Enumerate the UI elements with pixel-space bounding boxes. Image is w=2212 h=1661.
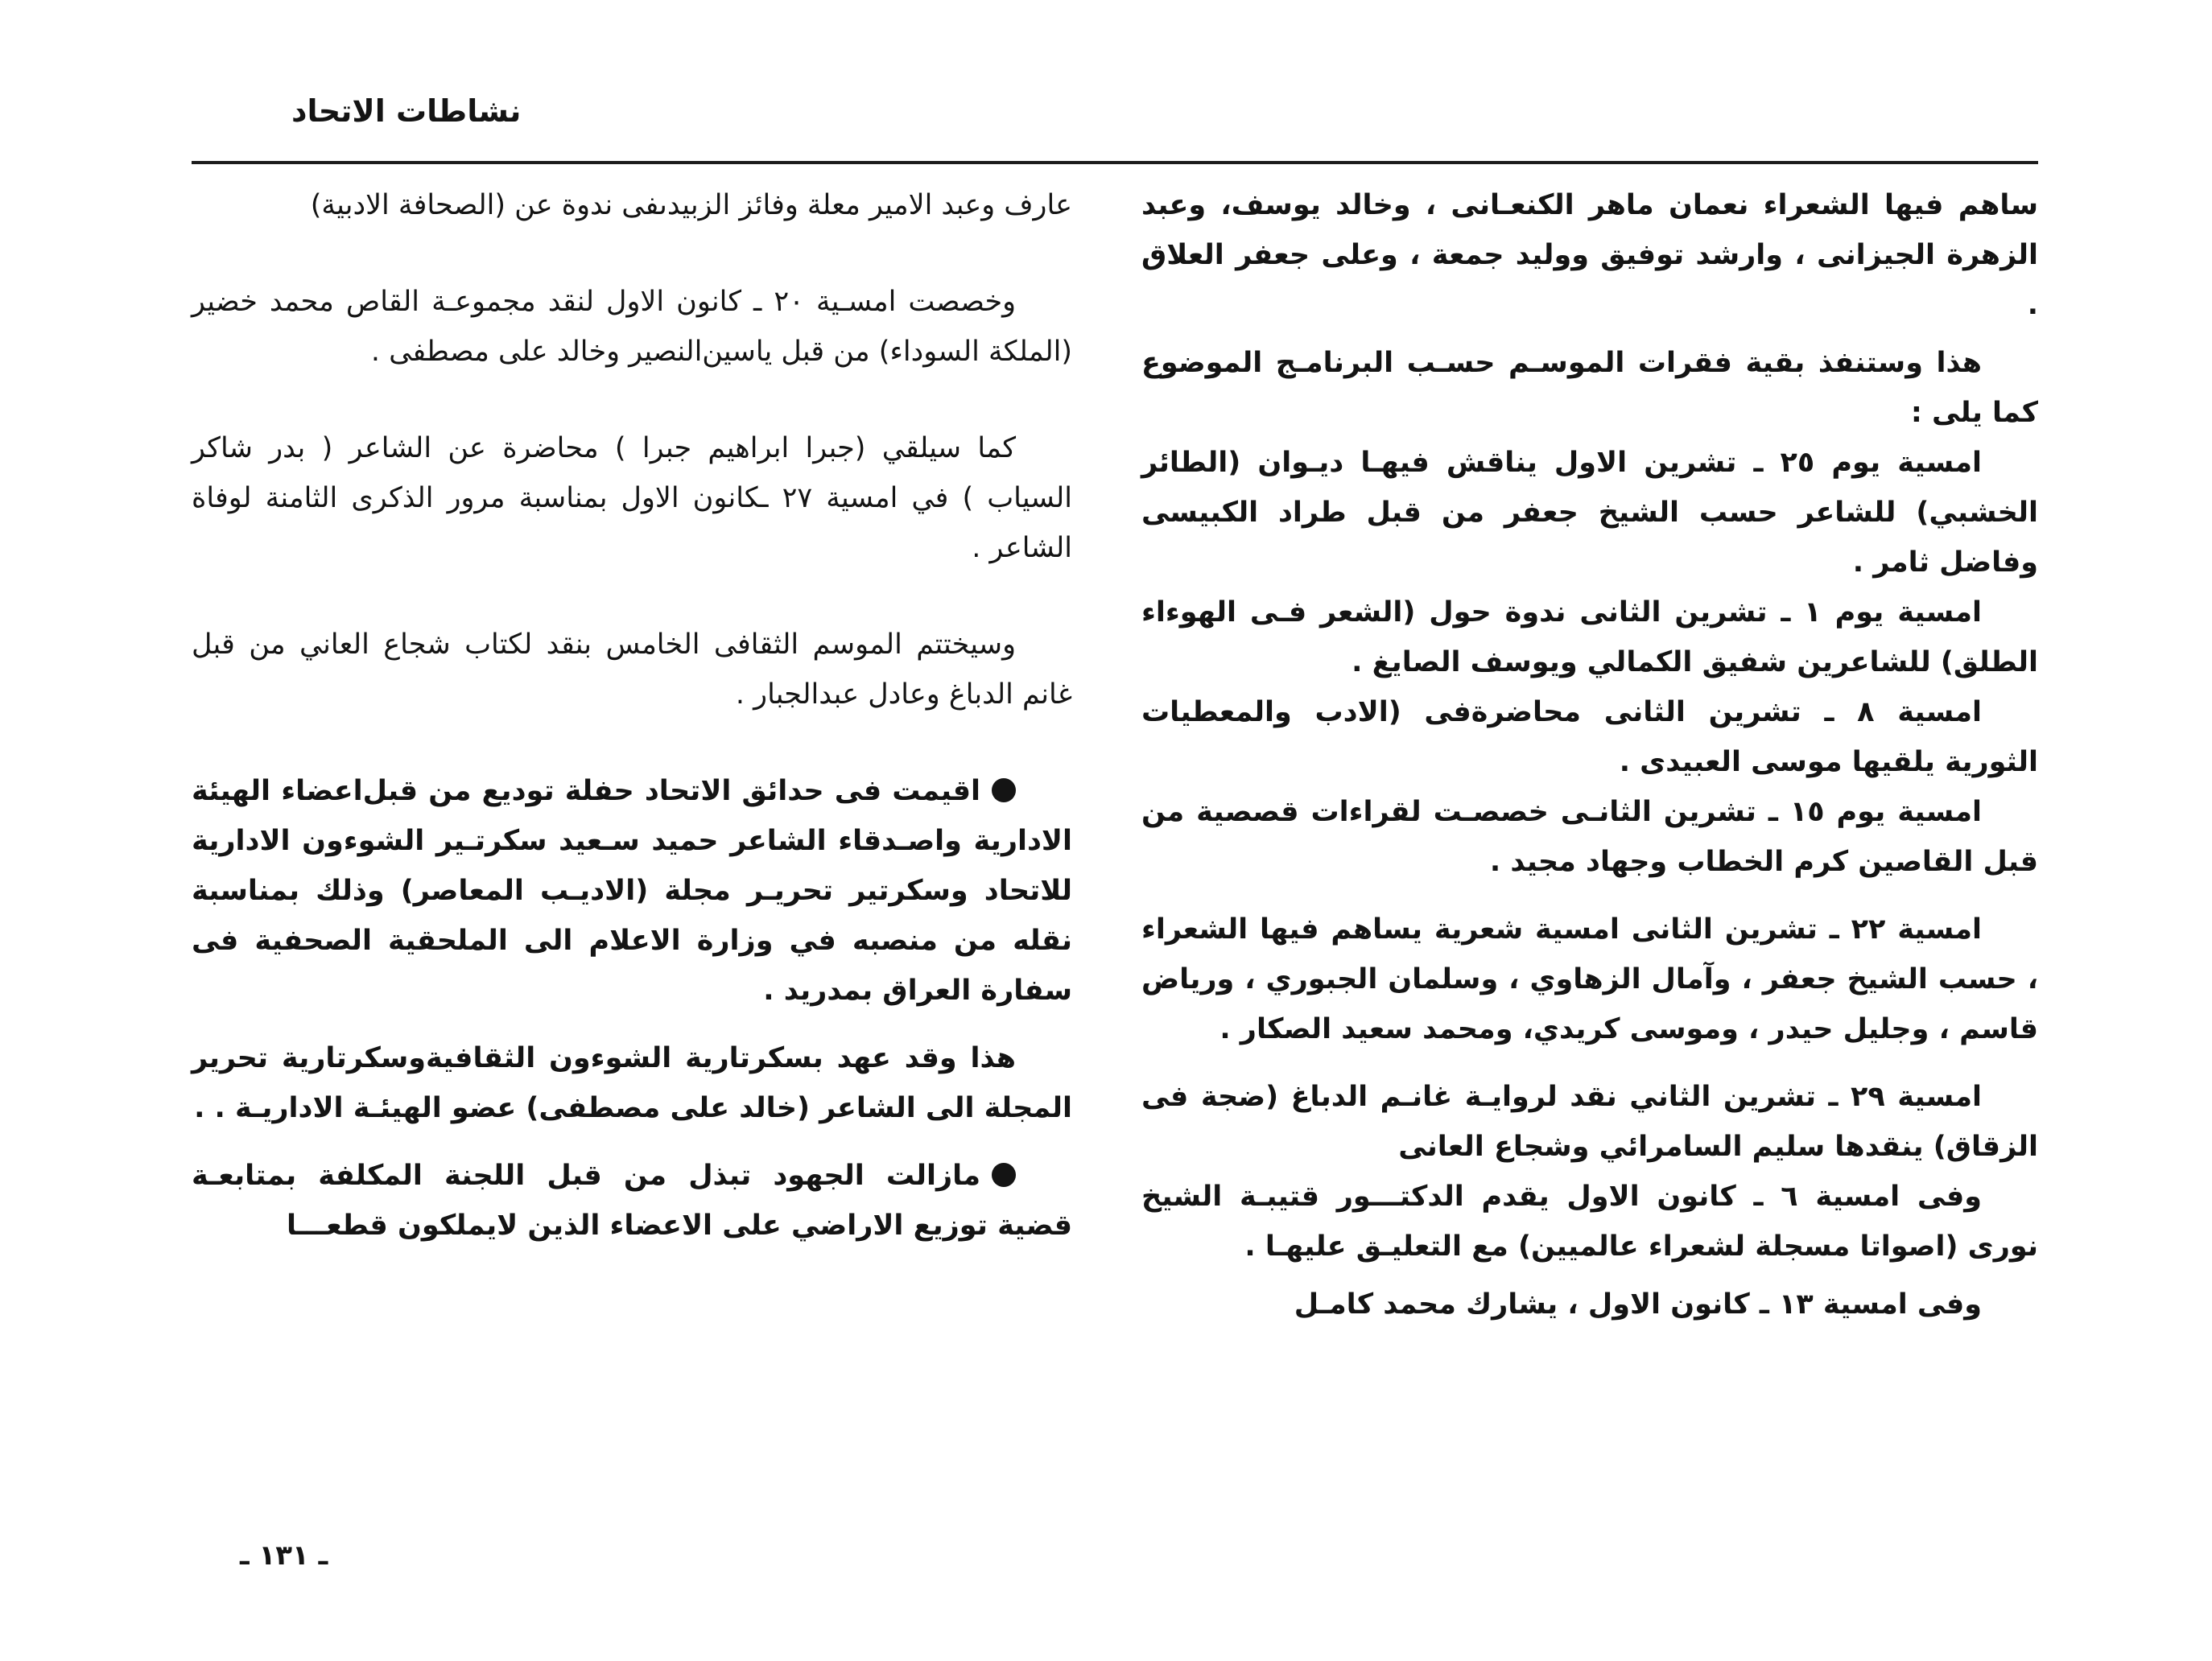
header-divider xyxy=(192,161,2038,164)
paragraph-literary-press-symposium: عارف وعبد الامير معلة وفائز الزبيدىفى ندوة عن (الصحافة الادبية) xyxy=(310,189,1072,221)
right-text-column xyxy=(1141,180,2038,1329)
paragraph-secretariat-assignment: هذا وقد عهد بسكرتارية الشوءون الثقافيةوسكرتارية تحرير المجلة الى الشاعر (خالد على مصطفى) عضو الهيئـة الاداريـة . . xyxy=(192,1042,1072,1124)
paragraph-land-distribution xyxy=(192,1151,1072,1251)
paragraph-jabra-lecture: كما سيلقي (جبرا ابراهيم جبرا ) محاضرة عن الشاعر ( بدر شاكر السياب ) في امسية ٢٧ ـكانون الاول بمناسبة مرور الذكرى الثامنة لوفاة الشاعر . xyxy=(192,432,1072,564)
paragraph-poets-participation: ساهم فيها الشعراء نعمان ماهر الكنعـانى ، وخالد يوسف، وعبد الزهرة الجيزانى ، وارشد توفيق ووليد جمعة ، وعلى جعفر العلاق . xyxy=(1141,189,2038,321)
paragraph-evening-nov-8: امسية ٨ ـ تشرين الثانى محاضرةفى (الادب والمعطيات الثورية يلقيها موسى العبيدى . xyxy=(1141,696,2038,778)
paragraph-season-program-intro: هذا وستنفذ بقية فقرات الموسـم حسـب البرنامـج الموضوع كما يلى : xyxy=(1141,347,2038,429)
paragraph-evening-nov-29: امسية ٢٩ ـ تشرين الثاني نقد لروايـة غانـم الدباغ (ضجة فى الزقاق) ينقدها سليم السامرائي وشجاع العانى xyxy=(1141,1081,2038,1163)
paragraph-evening-dec-20: وخصصت امسـية ٢٠ ـ كانون الاول لنقد مجموعـة القاص محمد خضير (الملكة السوداء) من قبل ياسين‌النصير وخالد على مصطفى . xyxy=(192,286,1072,368)
bullet-icon xyxy=(992,778,1016,802)
paragraph-evening-dec-6: وفى امسية ٦ ـ كانون الاول يقدم الدكتـــور قتيبـة الشيخ نورى (اصواتا مسجلة لشعراء عالميين) مع التعليـق عليهـا . xyxy=(1141,1181,2038,1263)
page-number: ـ ١٣١ ـ xyxy=(240,1539,328,1572)
paragraph-season-closing: وسيختتم الموسم الثقافى الخامس بنقد لكتاب شجاع العاني من قبل غانم الدباغ وعادل عبدالجبار . xyxy=(192,629,1072,711)
running-header-title: نشاطات الاتحاد xyxy=(291,93,522,129)
paragraph-evening-oct-25: امسية يوم ٢٥ ـ تشرين الاول يناقش فيهـا ديـوان (الطائر الخشبي) للشاعر حسب الشيخ جعفر من قبل طراد الكبيسى وفاضل ثامر . xyxy=(1141,447,2038,579)
paragraph-farewell-party-text: اقيمت فى حدائق الاتحاد حفلة توديع من قبل‌اعضاء الهيئة الادارية واصـدقاء الشاعر حميد سـعيد سكرتـير الشوءون الادارية للاتحاد وسكرتير تحريـر مجلة (الاديـب المعاصر) وذلك بمناسبة نقله من منصبه في وزارة الاعلام الى الملحقية الصحفية فى سفارة العراق بمدريد . xyxy=(192,775,1072,1007)
paragraph-evening-nov-22: امسية ٢٢ ـ تشرين الثانى امسية شعرية يساهم فيها الشعراء ، حسب الشيخ جعفر ، وآمال الزهاوي ، وسلمان الجبوري ، ورياض قاسم ، وجليل حيدر ، وموسى كريدي، ومحمد سعيد الصكار . xyxy=(1141,913,2038,1045)
paragraph-land-distribution-text: مازالت الجهود تبذل من قبل اللجنة المكلفة بمتابعـة قضية توزيع الاراضي على الاعضاء الذين لايملكون قطعـــا xyxy=(192,1160,1072,1242)
left-text-column xyxy=(192,180,1072,1251)
paragraph-farewell-party xyxy=(192,766,1072,1016)
paragraph-evening-dec-13: وفى امسية ١٣ ـ كانون الاول ، يشارك محمد كامـل xyxy=(1294,1288,1982,1321)
paragraph-evening-nov-15: امسية يوم ١٥ ـ تشرين الثانـى خصصـت لقراءات قصصية من قبل القاصين كرم الخطاب وجهاد مجيد . xyxy=(1141,796,2038,878)
paragraph-evening-nov-1: امسية يوم ١ ـ تشرين الثانى ندوة حول (الشعر فـى الهوءاء الطلق) للشاعرين شفيق الكمالي ويوسف الصايغ . xyxy=(1141,596,2038,678)
bullet-icon xyxy=(992,1163,1016,1187)
